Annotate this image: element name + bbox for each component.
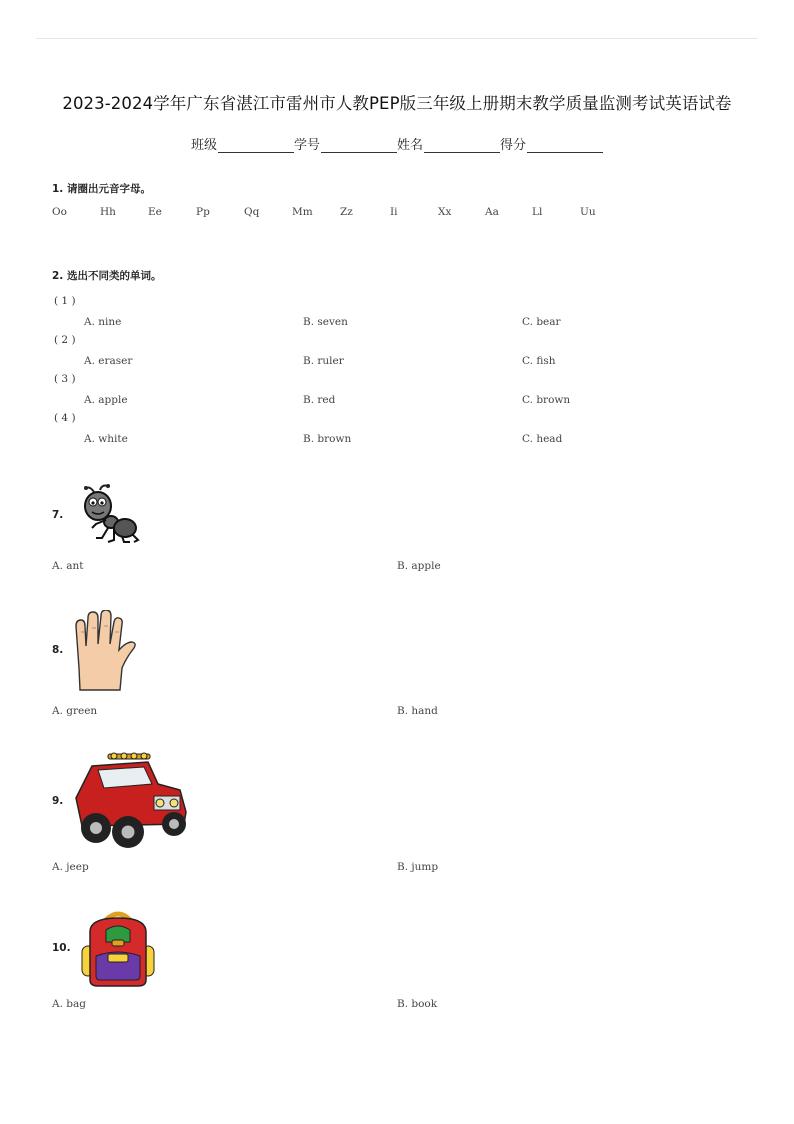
score-blank[interactable]	[527, 138, 603, 153]
student-info-row	[0, 134, 794, 153]
question-number: 10.	[52, 942, 71, 954]
option-c[interactable]: C. brown	[522, 394, 571, 406]
option-a[interactable]: A. white	[84, 433, 128, 445]
letter-item[interactable]: Ii	[390, 206, 398, 218]
letter-item[interactable]: Xx	[438, 206, 452, 218]
name-label: 姓名	[397, 138, 424, 153]
option-a[interactable]: A. ant	[52, 560, 84, 572]
q2-sub-label: ( 3 )	[54, 373, 76, 385]
hand-picture	[72, 610, 138, 692]
option-c[interactable]: C. fish	[522, 355, 556, 367]
class-blank[interactable]	[218, 138, 294, 153]
option-a[interactable]: A. eraser	[84, 355, 133, 367]
letter-item[interactable]: Oo	[52, 206, 67, 218]
question-number: 9.	[52, 795, 64, 807]
option-b[interactable]: B. seven	[303, 316, 348, 328]
option-a[interactable]: A. green	[52, 705, 98, 717]
letter-item[interactable]: Ee	[148, 206, 162, 218]
option-b[interactable]: B. jump	[397, 861, 439, 873]
letter-item[interactable]: Ll	[532, 206, 543, 218]
letter-item[interactable]: Mm	[292, 206, 313, 218]
q2-sub-label: ( 1 )	[54, 295, 76, 307]
q2-sub-label: ( 4 )	[54, 412, 76, 424]
option-a[interactable]: A. nine	[84, 316, 122, 328]
option-b[interactable]: B. red	[303, 394, 336, 406]
ant-picture	[78, 484, 162, 546]
score-label: 得分	[500, 138, 527, 153]
question-number: 7.	[52, 509, 64, 521]
option-a[interactable]: A. bag	[52, 998, 86, 1010]
name-field[interactable]	[397, 134, 500, 153]
letter-item[interactable]: Aa	[485, 206, 499, 218]
letter-item[interactable]: Pp	[196, 206, 210, 218]
page-top-rule	[36, 38, 758, 39]
q1-heading: 1. 请圈出元音字母。	[52, 183, 151, 195]
question-number: 8.	[52, 644, 64, 656]
class-field[interactable]	[191, 134, 294, 153]
letter-item[interactable]: Qq	[244, 206, 260, 218]
page-title: 2023-2024学年广东省湛江市雷州市人教PEP版三年级上册期末教学质量监测考试英语试卷	[62, 94, 732, 113]
q2-sub-label: ( 2 )	[54, 334, 76, 346]
option-b[interactable]: B. book	[397, 998, 438, 1010]
option-c[interactable]: C. bear	[522, 316, 561, 328]
name-blank[interactable]	[424, 138, 500, 153]
backpack-picture	[80, 910, 156, 988]
letter-item[interactable]: Zz	[340, 206, 353, 218]
option-a[interactable]: A. jeep	[52, 861, 89, 873]
score-field[interactable]	[500, 134, 603, 153]
student-number-label: 学号	[293, 138, 320, 153]
jeep-picture	[68, 752, 190, 850]
option-b[interactable]: B. ruler	[303, 355, 344, 367]
class-label: 班级	[190, 138, 217, 153]
letter-item[interactable]: Hh	[100, 206, 116, 218]
student-number-blank[interactable]	[321, 138, 397, 153]
option-b[interactable]: B. hand	[397, 705, 438, 717]
letter-item[interactable]: Uu	[580, 206, 596, 218]
option-c[interactable]: C. head	[522, 433, 563, 445]
student-number-field[interactable]	[294, 134, 397, 153]
option-b[interactable]: B. brown	[303, 433, 352, 445]
option-a[interactable]: A. apple	[84, 394, 128, 406]
q2-heading: 2. 选出不同类的单词。	[52, 270, 162, 282]
option-b[interactable]: B. apple	[397, 560, 441, 572]
